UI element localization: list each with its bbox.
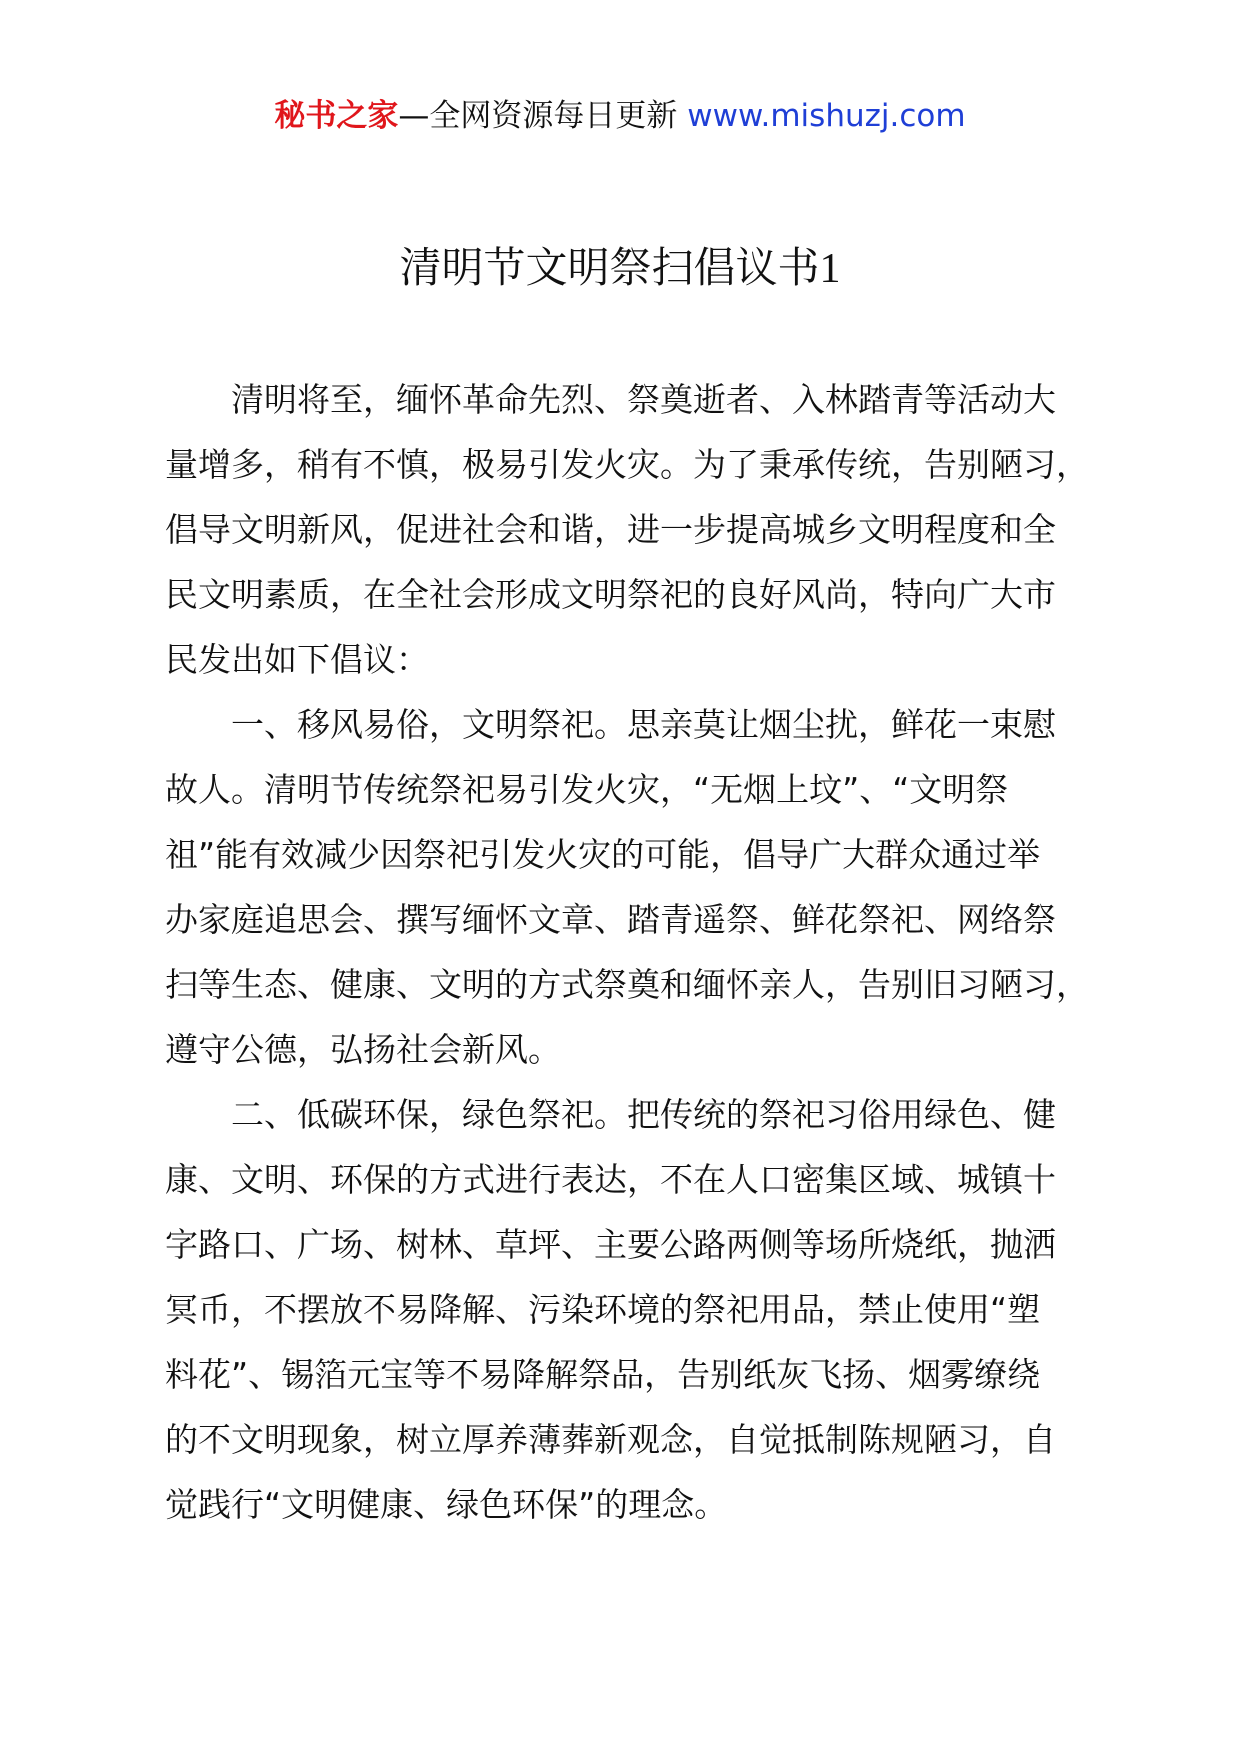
text-line: 遵守公德，弘扬社会新风。 (165, 1030, 561, 1069)
text-line: 祖”能有效减少因祭祀引发火灾的可能，倡导广大群众通过举 (165, 835, 1041, 874)
text-line: 民文明素质，在全社会形成文明祭祀的良好风尚，特向广大市 (165, 575, 1056, 614)
site-tagline: —全网资源每日更新 (398, 98, 678, 134)
paragraph (165, 1082, 1125, 1537)
text-line: 料花”、锡箔元宝等不易降解祭品，告别纸灰飞扬、烟雾缭绕 (165, 1355, 1041, 1394)
site-url-link[interactable]: www.mishuzj.com (687, 98, 966, 134)
site-header (0, 96, 1240, 136)
text-line: 二、低碳环保，绿色祭祀。把传统的祭祀习俗用绿色、健 (231, 1095, 1056, 1134)
text-line: 的不文明现象，树立厚养薄葬新观念，自觉抵制陈规陋习，自 (165, 1420, 1056, 1459)
document-title-number: 1 (819, 246, 841, 292)
text-line: 冥币，不摆放不易降解、污染环境的祭祀用品，禁止使用“塑 (165, 1290, 1041, 1329)
text-line: 量增多，稍有不慎，极易引发火灾。为了秉承传统，告别陋习， (165, 445, 1089, 484)
text-line: 倡导文明新风，促进社会和谐，进一步提高城乡文明程度和全 (165, 510, 1056, 549)
text-line: 一、移风易俗，文明祭祀。思亲莫让烟尘扰，鲜花一束慰 (231, 705, 1056, 744)
paragraph (165, 367, 1125, 692)
text-line: 扫等生态、健康、文明的方式祭奠和缅怀亲人，告别旧习陋习， (165, 965, 1089, 1004)
text-line: 字路口、广场、树林、草坪、主要公路两侧等场所烧纸，抛洒 (165, 1225, 1056, 1264)
document-body (165, 367, 1125, 1537)
text-line: 故人。清明节传统祭祀易引发火灾，“无烟上坟”、“文明祭 (165, 770, 1009, 809)
text-line: 觉践行“文明健康、绿色环保”的理念。 (165, 1485, 728, 1524)
document-title (0, 240, 1240, 297)
text-line: 康、文明、环保的方式进行表达，不在人口密集区域、城镇十 (165, 1160, 1056, 1199)
text-line: 清明将至，缅怀革命先烈、祭奠逝者、入林踏青等活动大 (231, 380, 1056, 419)
site-brand: 秘书之家 (274, 98, 399, 134)
document-title-text: 清明节文明祭扫倡议书 (399, 243, 820, 292)
text-line: 民发出如下倡议： (165, 640, 429, 679)
paragraph (165, 692, 1125, 1082)
text-line: 办家庭追思会、撰写缅怀文章、踏青遥祭、鲜花祭祀、网络祭 (165, 900, 1056, 939)
